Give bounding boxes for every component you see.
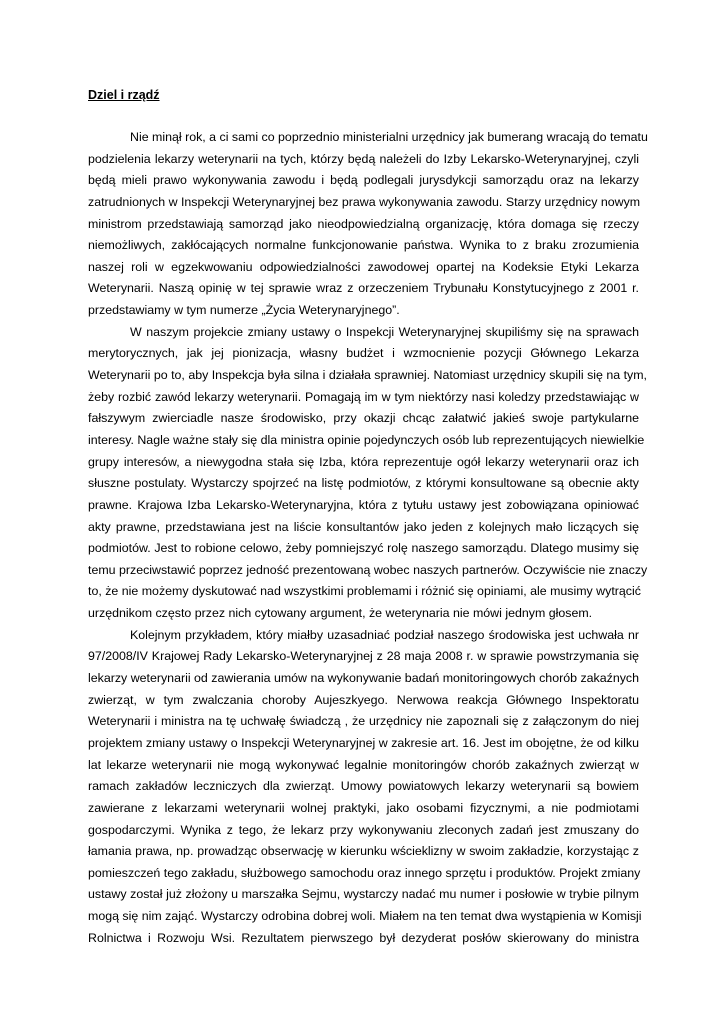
body-line: temu przeciwstawić poprzez jedność prezentowaną wobec naszych partnerów. Oczywiście nie znaczy (88, 562, 648, 577)
body-line: merytorycznych, jak jej pionizacja, własny budżet i wzmocnienie pozycji Głównego Lekarza (88, 346, 639, 361)
body-line: fałszywym zwierciadle nasze środowisko, przy okazji chcąc załatwić jakieś swoje partykularne (88, 411, 639, 426)
body-line: pomieszczeń tego zakładu, służbowego samochodu oraz innego sprzętu i produktów. Projekt zmiany (88, 865, 641, 880)
body-line: Weterynarii po to, aby Inspekcja była silna i działała sprawniej. Natomiast urzędnicy skupili się na tym, (88, 368, 647, 383)
body-line: ustawy został już złożony u marszałka Sejmu, wystarczy nadać mu numer i posłowie w trybie pilnym (88, 887, 639, 902)
body-line: W naszym projekcie zmiany ustawy o Inspekcji Weterynaryjnej skupiliśmy się na sprawach (130, 324, 639, 339)
body-line: żeby rozbić zawód lekarzy weterynarii. Pomagają im w tym niektórzy nasi koledzy przedstawiając w (88, 389, 639, 404)
body-line: będą mieli prawo wykonywania zawodu i będą podlegali jurysdykcji samorządu oraz na lekarzy (88, 173, 639, 188)
body-line: lat lekarze weterynarii nie mogą wykonywać legalnie monitoringów chorób zakaźnych zwierząt w (88, 757, 639, 772)
body-line: ministrom przedstawiają samorząd jako nieodpowiedzialną organizację, która domaga się rzeczy (88, 216, 639, 231)
body-line: to, że nie możemy dyskutować nad wszystkimi problemami i różnić się opiniami, ale musimy wytrącić (88, 584, 641, 599)
body-line: przedstawiamy w tym numerze „Życia Weterynaryjnego”. (88, 303, 400, 318)
body-line: ramach zakładów leczniczych dla zwierząt. Umowy powiatowych lekarzy weterynarii są bowiem (88, 779, 639, 794)
body-line: Kolejnym przykładem, który miałby uzasadniać podział naszego środowiska jest uchwała nr (130, 627, 639, 642)
body-line: niemożliwych, zakłócających normalne funkcjonowanie państwa. Wynika to z braku zrozumienia (88, 238, 639, 253)
body-line: podzielenia lekarzy weterynarii na tych, którzy będą należeli do Izby Lekarsko-Weterynaryjnej, czyli (88, 151, 639, 166)
body-line: mogą się nim zająć. Wystarczy odrobina dobrej woli. Miałem na ten temat dwa wystąpienia w Komisji (88, 909, 642, 924)
body-line: gospodarczymi. Wynika z tego, że lekarz przy wykonywaniu zleconych zadań jest zmuszany do (88, 822, 639, 837)
body-line: interesy. Nagle ważne stały się dla ministra opinie pojedynczych osób lub reprezentujących niewielkie (88, 432, 645, 447)
body-line: naszej roli w egzekwowaniu odpowiedzialności zawodowej opartej na Kodeksie Etyki Lekarza (88, 259, 639, 274)
body-line: projektem zmiany ustawy o Inspekcji Weterynaryjnej w zakresie art. 16. Jest im obojętne, że od kilku (88, 735, 639, 750)
body-line: Weterynarii. Naszą opinię w tej sprawie wraz z orzeczeniem Trybunału Konstytucyjnego z 2001 r. (88, 281, 639, 296)
body-line: zwierząt, w tym zwalczania choroby Aujeszkyego. Nerwowa reakcja Głównego Inspektoratu (88, 692, 639, 707)
body-line: łamania prawa, np. prowadząc obserwację w kierunku wścieklizny w swoim zakładzie, korzystając z (88, 844, 639, 859)
body-line: Weterynarii i ministra na tę uchwałę świadczą , że urzędnicy nie zapoznali się z załączonym do niej (88, 714, 639, 729)
body-line: zatrudnionych w Inspekcji Weterynaryjnej bez prawa wykonywania zawodu. Starzy urzędnicy nowym (88, 194, 641, 209)
body-line: podmiotów. Jest to robione celowo, żeby pomniejszyć rolę naszego samorządu. Dlatego musimy się (88, 541, 639, 556)
document-title: Dziel i rządź (88, 88, 160, 102)
body-line: akty prawne, przedstawiana jest na liście konsultantów jako jeden z kolejnych mało liczących się (88, 519, 639, 534)
body-line: lekarzy weterynarii od zawierania umów na wykonywanie badań monitoringowych chorób zakaźnych (88, 671, 639, 686)
body-line: grupy interesów, a niewygodna stała się Izba, która reprezentuje ogół lekarzy weterynarii oraz ich (88, 454, 639, 469)
body-line: Rolnictwa i Rozwoju Wsi. Rezultatem pierwszego był dezyderat posłów skierowany do ministra (88, 930, 639, 945)
body-line: 97/2008/IV Krajowej Rady Lekarsko-Weterynaryjnej z 28 maja 2008 r. w sprawie powstrzymania się (88, 649, 639, 664)
body-line: słuszne postulaty. Wystarczy spojrzeć na listę podmiotów, z którymi konsultowane są obecnie akty (88, 476, 639, 491)
body-line: prawne. Krajowa Izba Lekarsko-Weterynaryjna, która z tytułu ustawy jest zobowiązana opiniować (88, 497, 639, 512)
document-body (88, 127, 648, 949)
body-line: urzędnikom często przez nich cytowany argument, że weterynaria nie mówi jednym głosem. (88, 606, 593, 621)
body-line: zawierane z lekarzami weterynarii wolnej praktyki, jako osobami fizycznymi, a nie podmiotami (88, 800, 639, 815)
body-line: Nie minął rok, a ci sami co poprzednio ministerialni urzędnicy jak bumerang wracają do tematu (130, 130, 648, 144)
